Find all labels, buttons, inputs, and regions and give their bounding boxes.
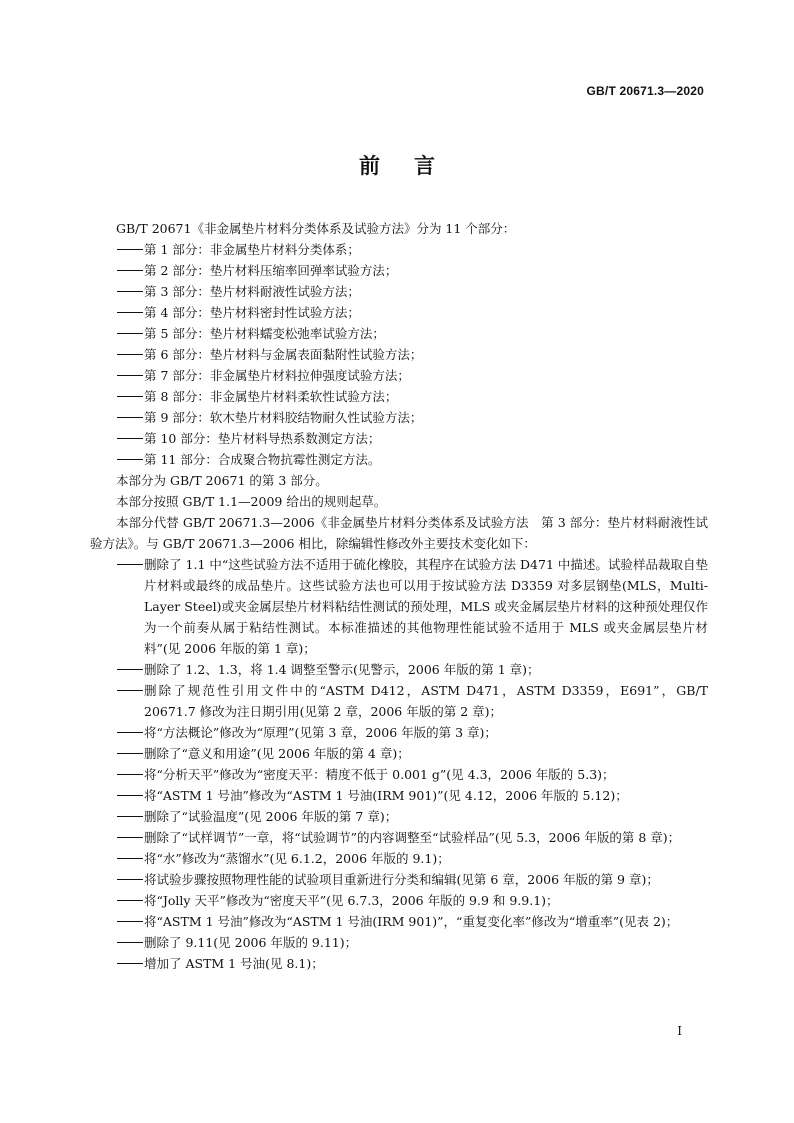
intro-paragraph: GB/T 20671《非金属垫片材料分类体系及试验方法》分为 11 个部分： — [116, 221, 516, 236]
list-item: 删除了 9.11(见 2006 年版的 9.11)； — [90, 932, 708, 953]
list-item: 第 8 部分：非金属垫片材料柔软性试验方法； — [90, 386, 708, 407]
list-item: 第 10 部分：垫片材料导热系数测定方法； — [90, 428, 708, 449]
dash-marker — [117, 837, 143, 838]
dash-marker — [117, 963, 143, 964]
dash-marker — [117, 375, 143, 376]
dash-marker — [117, 417, 143, 418]
dash-marker — [117, 354, 143, 355]
list-item: 第 6 部分：垫片材料与金属表面黏附性试验方法； — [90, 344, 708, 365]
dash-marker — [117, 900, 143, 901]
list-item: 第 9 部分：软木垫片材料胶结物耐久性试验方法； — [90, 407, 708, 428]
dash-marker — [117, 858, 143, 859]
document-body — [90, 218, 708, 974]
dash-marker — [117, 942, 143, 943]
list-item: 删除了 1.2、1.3，将 1.4 调整至警示(见警示，2006 年版的第 1 章)； — [90, 659, 708, 680]
standard-code: GB/T 20671.3—2020 — [586, 84, 704, 98]
list-item: 第 7 部分：非金属垫片材料拉伸强度试验方法； — [90, 365, 708, 386]
dash-marker — [117, 669, 143, 670]
list-item: 增加了 ASTM 1 号油(见 8.1)； — [90, 953, 708, 974]
list-item: 将“ASTM 1 号油”修改为“ASTM 1 号油(IRM 901)”(见 4.12，2006 年版的 5.12)； — [90, 785, 708, 806]
part-statement: 本部分为 GB/T 20671 的第 3 部分。 — [116, 473, 328, 488]
list-item: 删除了“试样调节”一章，将“试验调节”的内容调整至“试验样品”(见 5.3，2006 年版的第 8 章)； — [90, 827, 708, 848]
list-item: 第 11 部分：合成聚合物抗霉性测定方法。 — [90, 449, 708, 470]
dash-marker — [117, 333, 143, 334]
page-number: I — [677, 1024, 682, 1038]
dash-marker — [117, 690, 143, 691]
dash-marker — [117, 459, 143, 460]
dash-marker — [117, 564, 143, 565]
list-item: 删除了“试验温度”(见 2006 年版的第 7 章)； — [90, 806, 708, 827]
list-item: 将试验步骤按照物理性能的试验项目重新进行分类和编辑(见第 6 章，2006 年版的第 9 章)； — [90, 869, 708, 890]
list-item: 第 3 部分：垫片材料耐液性试验方法； — [90, 281, 708, 302]
dash-marker — [117, 879, 143, 880]
dash-marker — [117, 816, 143, 817]
list-item: 第 1 部分：非金属垫片材料分类体系； — [90, 239, 708, 260]
list-item: 第 2 部分：垫片材料压缩率回弹率试验方法； — [90, 260, 708, 281]
list-item: 删除了规范性引用文件中的“ASTM D412，ASTM D471，ASTM D3359，E691”，GB/T 20671.7 修改为注日期引用(见第 2 章，2006 年版的第 2 章)； — [90, 680, 708, 722]
list-item: 将“水”修改为“蒸馏水”(见 6.1.2，2006 年版的 9.1)； — [90, 848, 708, 869]
list-item: 删除了“意义和用途”(见 2006 年版的第 4 章)； — [90, 743, 708, 764]
list-item: 第 4 部分：垫片材料密封性试验方法； — [90, 302, 708, 323]
parts-list — [90, 239, 708, 470]
list-item: 将“方法概论”修改为“原理”(见第 3 章，2006 年版的第 3 章)； — [90, 722, 708, 743]
list-item: 删除了 1.1 中“这些试验方法不适用于硫化橡胶，其程序在试验方法 D471 中描述。试验样品裁取自垫片材料或最终的成品垫片。这些试验方法也可以用于按试验方法 D3359 对多层钢垫(MLS，Multi-Layer Steel)或夹金属层垫片材料粘结性测试的预处理，MLS 或夹金属层垫片材料的这种预处理仅作为一个前奏从属于粘结性测试。本标准描述的其他物理性能试验不适用于 MLS 或夹金属层垫片材料”(见 2006 年版的第 1 章)； — [90, 554, 708, 659]
dash-marker — [117, 249, 143, 250]
dash-marker — [117, 270, 143, 271]
page-title: 前言 — [359, 154, 469, 178]
dash-marker — [117, 312, 143, 313]
drafting-rules-statement: 本部分按照 GB/T 1.1—2009 给出的规则起草。 — [116, 494, 387, 509]
list-item: 将“分析天平”修改为“密度天平：精度不低于 0.001 g”(见 4.3，2006 年版的 5.3)； — [90, 764, 708, 785]
list-item: 将“ASTM 1 号油”修改为“ASTM 1 号油(IRM 901)”，“重复变化率”修改为“增重率”(见表 2)； — [90, 911, 708, 932]
dash-marker — [117, 396, 143, 397]
dash-marker — [117, 774, 143, 775]
dash-marker — [117, 921, 143, 922]
list-item: 将“Jolly 天平”修改为“密度天平”(见 6.7.3，2006 年版的 9.9 和 9.9.1)； — [90, 890, 708, 911]
dash-marker — [117, 438, 143, 439]
changes-list — [90, 554, 708, 974]
dash-marker — [117, 732, 143, 733]
dash-marker — [117, 753, 143, 754]
dash-marker — [117, 795, 143, 796]
replacement-statement: 本部分代替 GB/T 20671.3—2006《非金属垫片材料分类体系及试验方法 第 3 部分：垫片材料耐液性试验方法》。与 GB/T 20671.3—2006 相比，除编辑性修改外主要技术变化如下： — [90, 515, 708, 551]
dash-marker — [117, 291, 143, 292]
list-item: 第 5 部分：垫片材料蠕变松弛率试验方法； — [90, 323, 708, 344]
